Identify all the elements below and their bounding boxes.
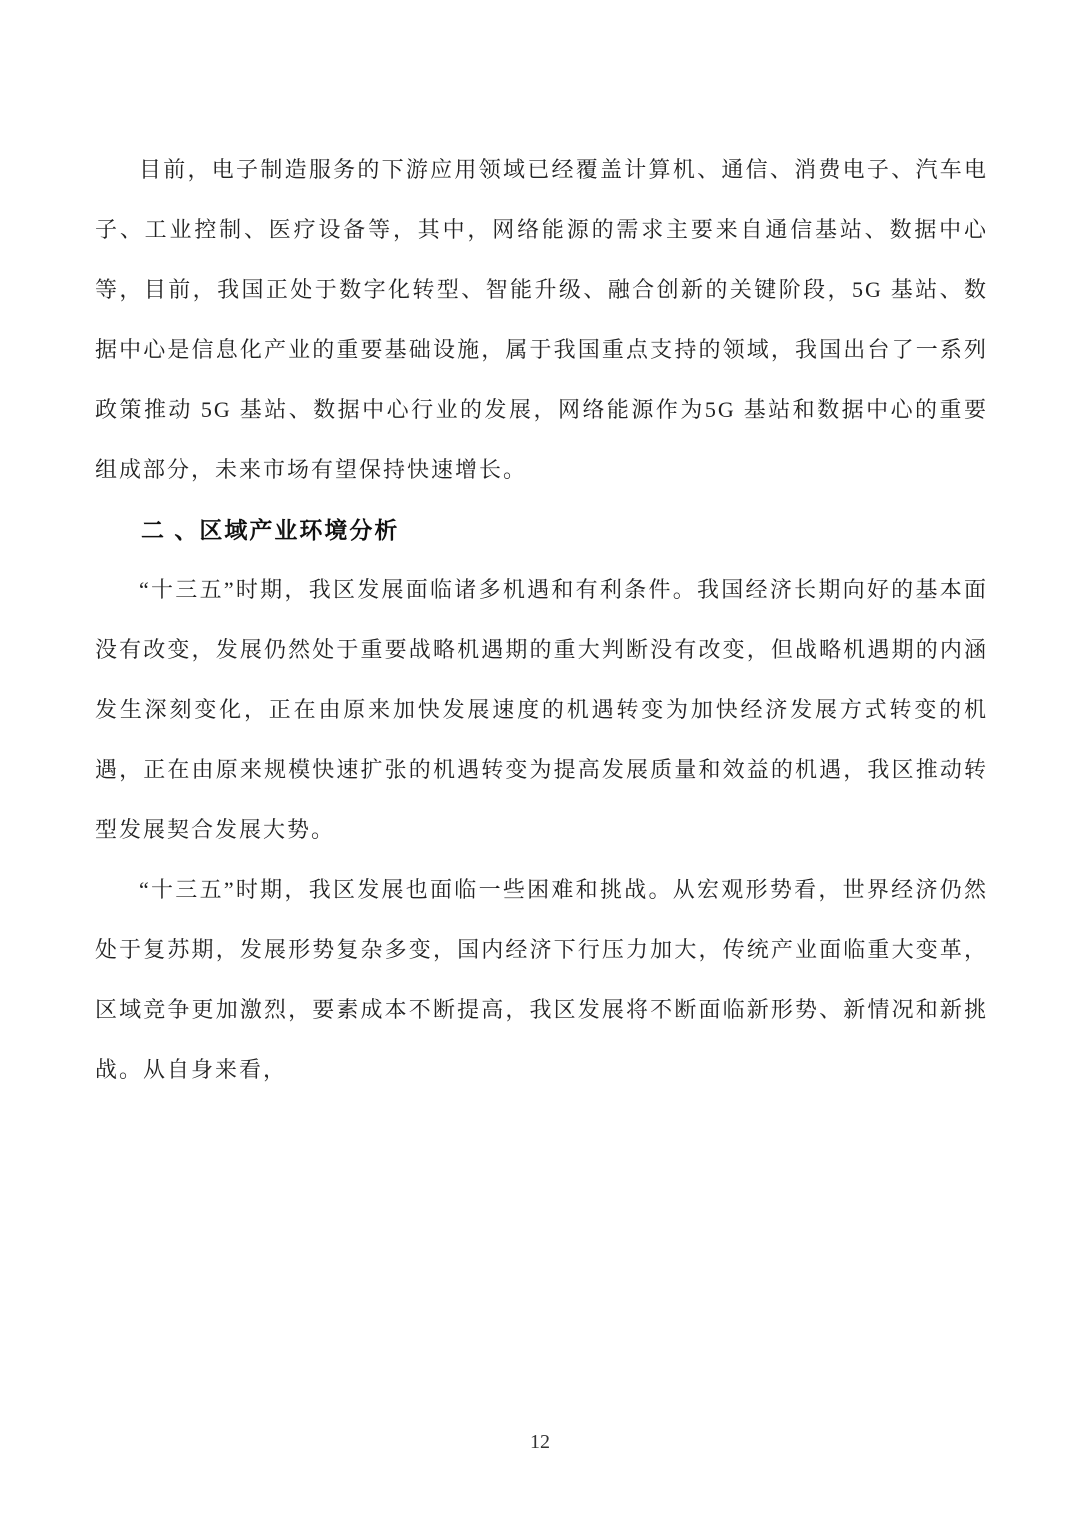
- paragraph-challenges: “十三五”时期，我区发展也面临一些困难和挑战。从宏观形势看，世界经济仍然处于复苏期，发展形势复杂多变，国内经济下行压力加大，传统产业面临重大变革，区域竞争更加激烈，要素成本不断提高，我区发展将不断面临新形势、新情况和新挑战。从自身来看，: [95, 877, 988, 1082]
- paragraph-opportunities: “十三五”时期，我区发展面临诸多机遇和有利条件。我国经济长期向好的基本面没有改变，发展仍然处于重要战略机遇期的重大判断没有改变，但战略机遇期的内涵发生深刻变化，正在由原来加快发展速度的机遇转变为加快经济发展方式转变的机遇，正在由原来规模快速扩张的机遇转变为提高发展质量和效益的机遇，我区推动转型发展契合发展大势。: [95, 577, 988, 842]
- document-content: [95, 140, 988, 1100]
- section-heading-regional-industry-analysis: 二 、区域产业环境分析: [141, 517, 400, 543]
- page-number: 12: [530, 1431, 550, 1453]
- paragraph-electronics-manufacturing: 目前，电子制造服务的下游应用领域已经覆盖计算机、通信、消费电子、汽车电子、工业控制、医疗设备等，其中，网络能源的需求主要来自通信基站、数据中心等，目前，我国正处于数字化转型、智能升级、融合创新的关键阶段，5G 基站、数据中心是信息化产业的重要基础设施，属于我国重点支持的领域，我国出台了一系列政策推动 5G 基站、数据中心行业的发展，网络能源作为5G 基站和数据中心的重要组成部分，未来市场有望保持快速增长。: [95, 157, 988, 482]
